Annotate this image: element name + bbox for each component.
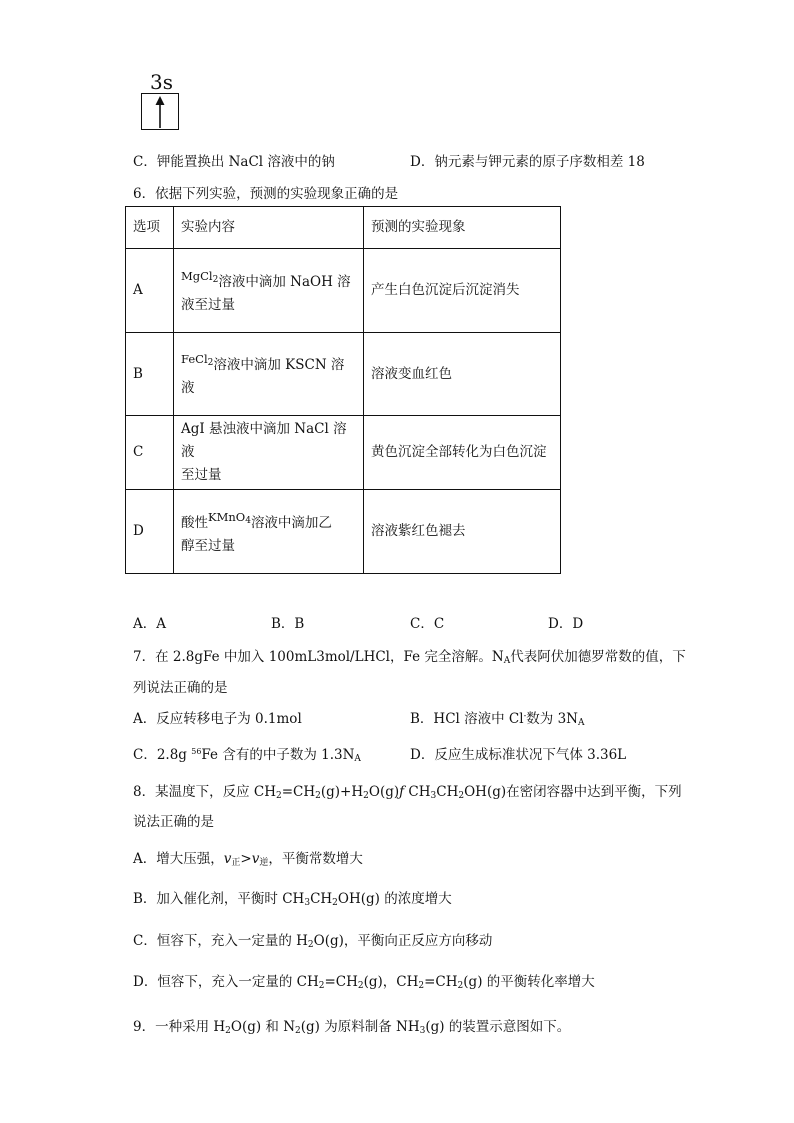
row-phenomenon: 溶液紫红色褪去	[364, 490, 561, 574]
q7-option-d: D．反应生成标准状况下气体 3.36L	[410, 747, 627, 763]
table-row	[126, 249, 561, 333]
row-content: AgI 悬浊液中滴加 NaCl 溶液 至过量	[174, 416, 364, 490]
row-option: C	[126, 416, 174, 490]
q7-stem: 7．在 2.8gFe 中加入 100mL3mol/LHCl，Fe 完全溶解。$N_A$代表阿伏加德罗常数的值，下	[133, 649, 686, 666]
q8-option-a: A．增大压强，$v_正>v_逆$，平衡常数增大	[133, 851, 363, 868]
q5-option-c: C．钾能置换出 NaCl 溶液中的钠	[133, 154, 335, 170]
q6-choice-a: A．A	[133, 616, 166, 632]
q7-option-a: A．反应转移电子为 0.1mol	[133, 711, 302, 727]
row-content: MgCl$_2$溶液中滴加 NaOH 溶 液至过量	[174, 249, 364, 333]
header-content: 实验内容	[174, 207, 364, 249]
table-row	[126, 416, 561, 490]
q9-stem: 9．一种采用 $H_2O(g)$ 和 $N_2(g)$ 为原料制备 $NH_3(g)$ 的装置示意图如下。	[133, 1019, 571, 1036]
q8-option-b: B．加入催化剂，平衡时 $CH_3CH_2OH(g)$ 的浓度增大	[133, 891, 452, 908]
q7-option-c: C．2.8g $^{56}$Fe 含有的中子数为 $1.3N_A$	[133, 747, 361, 764]
row-content: 酸性KMnO$_4$溶液中滴加乙 醇至过量	[174, 490, 364, 574]
q5-option-d: D．钠元素与钾元素的原子序数相差 18	[410, 154, 645, 170]
orbital-box	[141, 93, 179, 130]
row-phenomenon: 溶液变血红色	[364, 333, 561, 416]
reagent-formula: KMnO$_4$	[208, 509, 251, 526]
q6-choice-b: B．B	[271, 616, 305, 632]
q8-option-d: D．恒容下，充入一定量的 $CH_2=CH_2(g)$，$CH_2=CH_2(g)$ 的平衡转化率增大	[133, 974, 595, 991]
orbital-label: 3s	[150, 70, 173, 94]
reagent-formula: MgCl$_2$	[181, 268, 219, 285]
row-option: A	[126, 249, 174, 333]
equilibrium-symbol: ƒ	[399, 784, 405, 800]
experiment-table	[125, 206, 561, 574]
row-phenomenon: 黄色沉淀全部转化为白色沉淀	[364, 416, 561, 490]
q8-option-c: C．恒容下，充入一定量的 $H_2O(g)$，平衡向正反应方向移动	[133, 933, 493, 950]
q7-option-b: B．HCl 溶液中 Cl-数为 $3N_A$	[410, 711, 585, 728]
q8-stem: 8．某温度下，反应 $CH_2=CH_2(g)+H_2O(g)ƒ$ $CH_3CH_2OH(g)$在密闭容器中达到平衡，下列	[133, 784, 682, 801]
row-option: D	[126, 490, 174, 574]
table-header-row	[126, 207, 561, 249]
row-phenomenon: 产生白色沉淀后沉淀消失	[364, 249, 561, 333]
row-option: B	[126, 333, 174, 416]
q6-stem: 6．依据下列实验，预测的实验现象正确的是	[133, 186, 399, 202]
table-row	[126, 490, 561, 574]
q6-choice-c: C．C	[410, 616, 445, 632]
q8-stem-line2: 说法正确的是	[133, 814, 214, 830]
row-content: FeCl$_2$溶液中滴加 KSCN 溶 液	[174, 333, 364, 416]
header-option: 选项	[126, 207, 174, 249]
q6-choice-d: D．D	[548, 616, 584, 632]
q7-stem-line2: 列说法正确的是	[133, 680, 228, 696]
up-arrow-icon	[142, 94, 178, 129]
table-row	[126, 333, 561, 416]
header-phenomenon: 预测的实验现象	[364, 207, 561, 249]
reagent-formula: FeCl$_2$	[181, 352, 214, 368]
